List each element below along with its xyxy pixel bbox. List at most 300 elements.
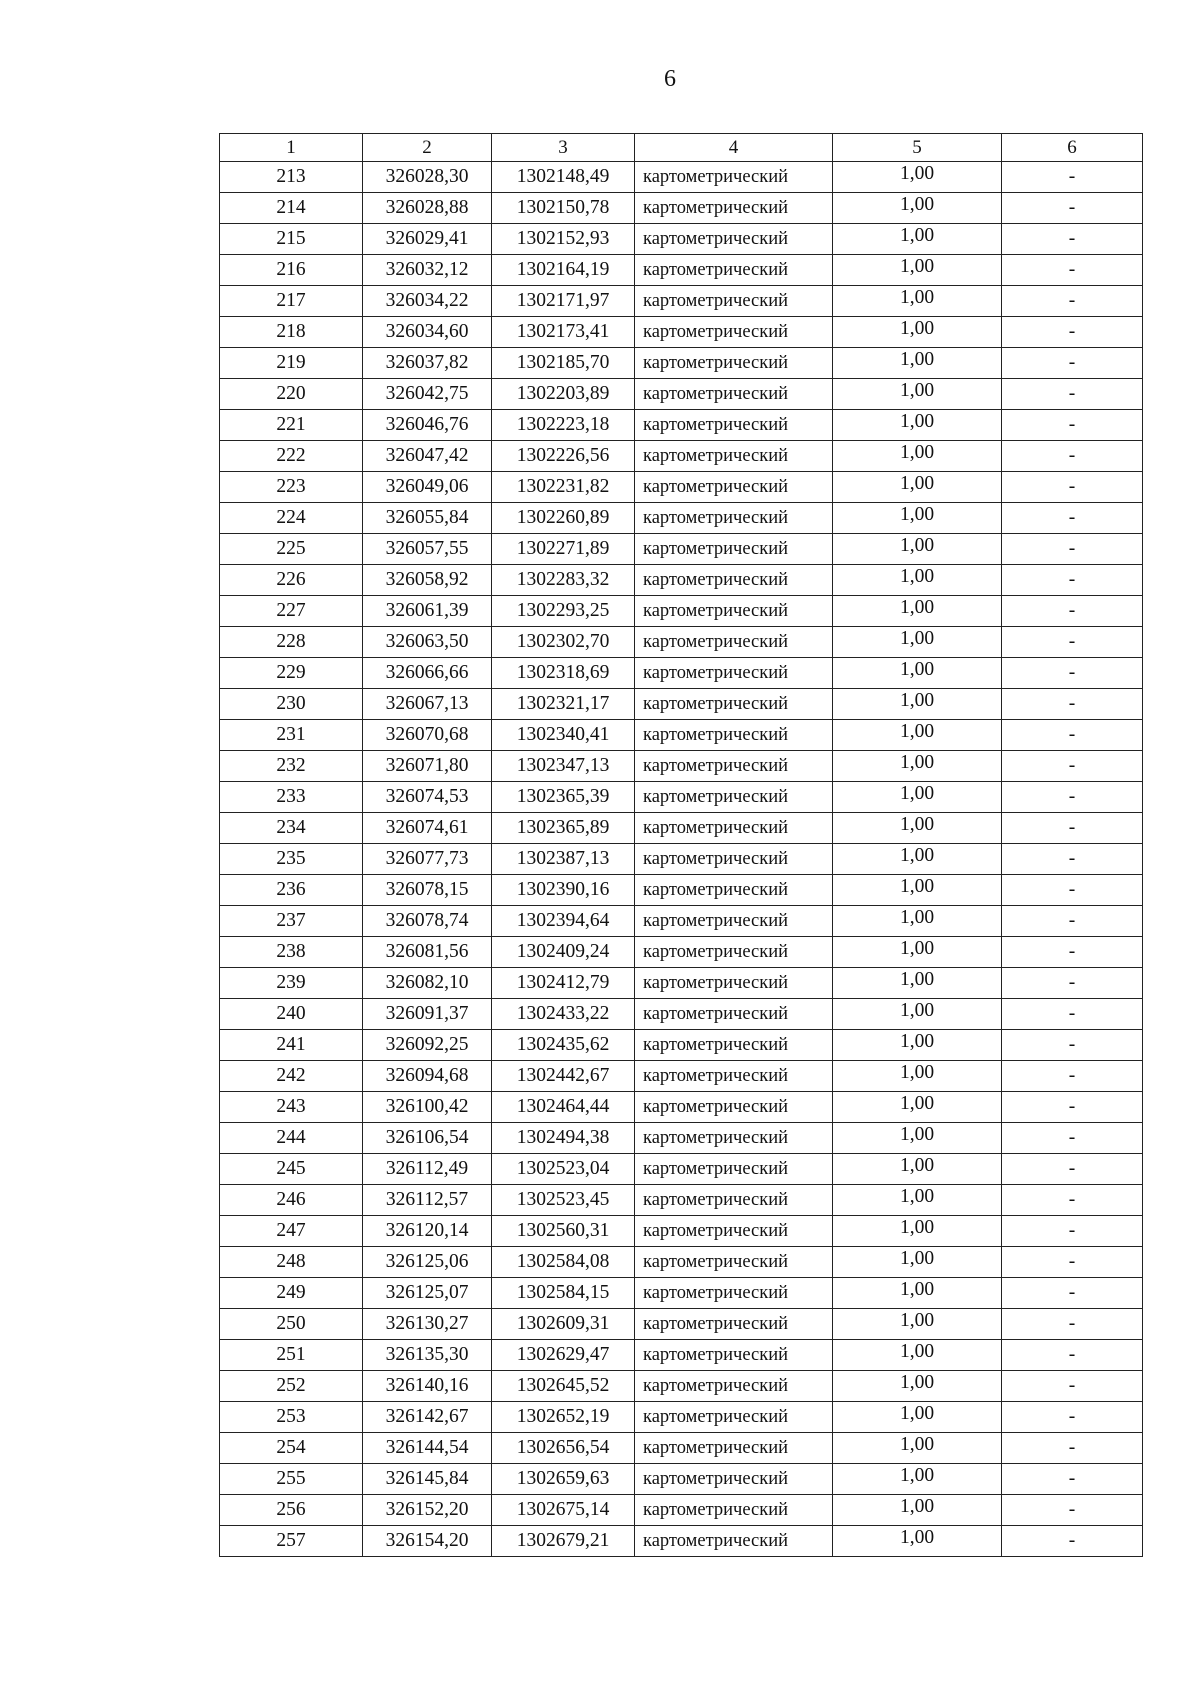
description-cell: - [1002, 1216, 1143, 1247]
description-cell: - [1002, 565, 1143, 596]
method-cell: картометрический [635, 472, 833, 503]
accuracy-cell: 1,00 [833, 1495, 1002, 1526]
accuracy-cell: 1,00 [833, 1123, 1002, 1154]
accuracy-cell: 1,00 [833, 379, 1002, 410]
accuracy-cell: 1,00 [833, 224, 1002, 255]
accuracy-cell: 1,00 [833, 1526, 1002, 1557]
table-row [220, 1247, 1143, 1278]
x-coordinate-cell: 326034,60 [363, 317, 492, 348]
method-cell: картометрический [635, 937, 833, 968]
accuracy-cell: 1,00 [833, 968, 1002, 999]
point-number-cell: 238 [220, 937, 363, 968]
table-row [220, 689, 1143, 720]
description-cell: - [1002, 1433, 1143, 1464]
page-number: 6 [664, 66, 676, 92]
table-row [220, 999, 1143, 1030]
method-cell: картометрический [635, 627, 833, 658]
accuracy-cell: 1,00 [833, 472, 1002, 503]
method-cell: картометрический [635, 1030, 833, 1061]
point-number-cell: 215 [220, 224, 363, 255]
table-row [220, 1216, 1143, 1247]
point-number-cell: 239 [220, 968, 363, 999]
point-number-cell: 248 [220, 1247, 363, 1278]
description-cell: - [1002, 627, 1143, 658]
description-cell: - [1002, 1123, 1143, 1154]
y-coordinate-cell: 1302629,47 [492, 1340, 635, 1371]
y-coordinate-cell: 1302433,22 [492, 999, 635, 1030]
x-coordinate-cell: 326057,55 [363, 534, 492, 565]
description-cell: - [1002, 441, 1143, 472]
method-cell: картометрический [635, 1526, 833, 1557]
method-cell: картометрический [635, 906, 833, 937]
method-cell: картометрический [635, 534, 833, 565]
x-coordinate-cell: 326071,80 [363, 751, 492, 782]
table-header [220, 134, 1143, 162]
header-cell-method: 4 [635, 134, 833, 162]
header-cell-y: 3 [492, 134, 635, 162]
accuracy-cell: 1,00 [833, 999, 1002, 1030]
y-coordinate-cell: 1302148,49 [492, 162, 635, 193]
table-row [220, 1433, 1143, 1464]
x-coordinate-cell: 326082,10 [363, 968, 492, 999]
method-cell: картометрический [635, 968, 833, 999]
x-coordinate-cell: 326055,84 [363, 503, 492, 534]
table-row [220, 224, 1143, 255]
x-coordinate-cell: 326125,07 [363, 1278, 492, 1309]
accuracy-cell: 1,00 [833, 1061, 1002, 1092]
method-cell: картометрический [635, 1309, 833, 1340]
x-coordinate-cell: 326029,41 [363, 224, 492, 255]
point-number-cell: 220 [220, 379, 363, 410]
x-coordinate-cell: 326028,88 [363, 193, 492, 224]
method-cell: картометрический [635, 1495, 833, 1526]
y-coordinate-cell: 1302675,14 [492, 1495, 635, 1526]
table-row [220, 968, 1143, 999]
method-cell: картометрический [635, 379, 833, 410]
accuracy-cell: 1,00 [833, 1216, 1002, 1247]
x-coordinate-cell: 326092,25 [363, 1030, 492, 1061]
y-coordinate-cell: 1302442,67 [492, 1061, 635, 1092]
method-cell: картометрический [635, 999, 833, 1030]
accuracy-cell: 1,00 [833, 534, 1002, 565]
x-coordinate-cell: 326078,15 [363, 875, 492, 906]
method-cell: картометрический [635, 1247, 833, 1278]
table-row [220, 1526, 1143, 1557]
method-cell: картометрический [635, 782, 833, 813]
point-number-cell: 237 [220, 906, 363, 937]
y-coordinate-cell: 1302584,08 [492, 1247, 635, 1278]
accuracy-cell: 1,00 [833, 1371, 1002, 1402]
accuracy-cell: 1,00 [833, 1340, 1002, 1371]
y-coordinate-cell: 1302226,56 [492, 441, 635, 472]
y-coordinate-cell: 1302283,32 [492, 565, 635, 596]
y-coordinate-cell: 1302302,70 [492, 627, 635, 658]
description-cell: - [1002, 999, 1143, 1030]
x-coordinate-cell: 326106,54 [363, 1123, 492, 1154]
point-number-cell: 244 [220, 1123, 363, 1154]
description-cell: - [1002, 906, 1143, 937]
table-row [220, 162, 1143, 193]
x-coordinate-cell: 326154,20 [363, 1526, 492, 1557]
method-cell: картометрический [635, 1092, 833, 1123]
point-number-cell: 219 [220, 348, 363, 379]
description-cell: - [1002, 1247, 1143, 1278]
description-cell: - [1002, 1092, 1143, 1123]
x-coordinate-cell: 326100,42 [363, 1092, 492, 1123]
method-cell: картометрический [635, 1061, 833, 1092]
method-cell: картометрический [635, 317, 833, 348]
y-coordinate-cell: 1302152,93 [492, 224, 635, 255]
point-number-cell: 253 [220, 1402, 363, 1433]
point-number-cell: 222 [220, 441, 363, 472]
description-cell: - [1002, 751, 1143, 782]
description-cell: - [1002, 1309, 1143, 1340]
point-number-cell: 214 [220, 193, 363, 224]
accuracy-cell: 1,00 [833, 1402, 1002, 1433]
point-number-cell: 225 [220, 534, 363, 565]
accuracy-cell: 1,00 [833, 255, 1002, 286]
method-cell: картометрический [635, 1340, 833, 1371]
x-coordinate-cell: 326070,68 [363, 720, 492, 751]
table-row [220, 1061, 1143, 1092]
x-coordinate-cell: 326112,49 [363, 1154, 492, 1185]
method-cell: картометрический [635, 813, 833, 844]
accuracy-cell: 1,00 [833, 1309, 1002, 1340]
x-coordinate-cell: 326032,12 [363, 255, 492, 286]
y-coordinate-cell: 1302523,45 [492, 1185, 635, 1216]
method-cell: картометрический [635, 1154, 833, 1185]
y-coordinate-cell: 1302173,41 [492, 317, 635, 348]
x-coordinate-cell: 326047,42 [363, 441, 492, 472]
accuracy-cell: 1,00 [833, 875, 1002, 906]
x-coordinate-cell: 326152,20 [363, 1495, 492, 1526]
accuracy-cell: 1,00 [833, 348, 1002, 379]
y-coordinate-cell: 1302150,78 [492, 193, 635, 224]
accuracy-cell: 1,00 [833, 441, 1002, 472]
y-coordinate-cell: 1302347,13 [492, 751, 635, 782]
accuracy-cell: 1,00 [833, 193, 1002, 224]
description-cell: - [1002, 720, 1143, 751]
table-row [220, 751, 1143, 782]
description-cell: - [1002, 472, 1143, 503]
accuracy-cell: 1,00 [833, 596, 1002, 627]
point-number-cell: 226 [220, 565, 363, 596]
y-coordinate-cell: 1302318,69 [492, 658, 635, 689]
description-cell: - [1002, 658, 1143, 689]
accuracy-cell: 1,00 [833, 937, 1002, 968]
description-cell: - [1002, 1061, 1143, 1092]
x-coordinate-cell: 326037,82 [363, 348, 492, 379]
point-number-cell: 252 [220, 1371, 363, 1402]
method-cell: картометрический [635, 596, 833, 627]
table-row [220, 1154, 1143, 1185]
table-row [220, 1123, 1143, 1154]
point-number-cell: 255 [220, 1464, 363, 1495]
accuracy-cell: 1,00 [833, 410, 1002, 441]
accuracy-cell: 1,00 [833, 658, 1002, 689]
description-cell: - [1002, 1526, 1143, 1557]
y-coordinate-cell: 1302321,17 [492, 689, 635, 720]
table-row [220, 658, 1143, 689]
point-number-cell: 223 [220, 472, 363, 503]
table-row [220, 565, 1143, 596]
accuracy-cell: 1,00 [833, 1185, 1002, 1216]
method-cell: картометрический [635, 224, 833, 255]
description-cell: - [1002, 875, 1143, 906]
accuracy-cell: 1,00 [833, 1464, 1002, 1495]
table-row [220, 1464, 1143, 1495]
x-coordinate-cell: 326078,74 [363, 906, 492, 937]
description-cell: - [1002, 1278, 1143, 1309]
point-number-cell: 227 [220, 596, 363, 627]
x-coordinate-cell: 326034,22 [363, 286, 492, 317]
x-coordinate-cell: 326144,54 [363, 1433, 492, 1464]
y-coordinate-cell: 1302365,89 [492, 813, 635, 844]
point-number-cell: 240 [220, 999, 363, 1030]
accuracy-cell: 1,00 [833, 689, 1002, 720]
x-coordinate-cell: 326145,84 [363, 1464, 492, 1495]
accuracy-cell: 1,00 [833, 1092, 1002, 1123]
method-cell: картометрический [635, 565, 833, 596]
header-cell-accuracy: 5 [833, 134, 1002, 162]
y-coordinate-cell: 1302387,13 [492, 844, 635, 875]
point-number-cell: 257 [220, 1526, 363, 1557]
x-coordinate-cell: 326091,37 [363, 999, 492, 1030]
description-cell: - [1002, 1402, 1143, 1433]
method-cell: картометрический [635, 720, 833, 751]
point-number-cell: 230 [220, 689, 363, 720]
header-cell-point-number: 1 [220, 134, 363, 162]
method-cell: картометрический [635, 441, 833, 472]
method-cell: картометрический [635, 1216, 833, 1247]
method-cell: картометрический [635, 503, 833, 534]
method-cell: картометрический [635, 162, 833, 193]
point-number-cell: 241 [220, 1030, 363, 1061]
description-cell: - [1002, 1185, 1143, 1216]
y-coordinate-cell: 1302652,19 [492, 1402, 635, 1433]
accuracy-cell: 1,00 [833, 844, 1002, 875]
table-row [220, 503, 1143, 534]
y-coordinate-cell: 1302223,18 [492, 410, 635, 441]
table-row [220, 1340, 1143, 1371]
point-number-cell: 245 [220, 1154, 363, 1185]
point-number-cell: 251 [220, 1340, 363, 1371]
x-coordinate-cell: 326120,14 [363, 1216, 492, 1247]
description-cell: - [1002, 937, 1143, 968]
x-coordinate-cell: 326074,53 [363, 782, 492, 813]
header-cell-description: 6 [1002, 134, 1143, 162]
header-row [220, 134, 1143, 162]
point-number-cell: 236 [220, 875, 363, 906]
table-row [220, 1371, 1143, 1402]
accuracy-cell: 1,00 [833, 162, 1002, 193]
method-cell: картометрический [635, 658, 833, 689]
x-coordinate-cell: 326074,61 [363, 813, 492, 844]
method-cell: картометрический [635, 844, 833, 875]
table-row [220, 534, 1143, 565]
description-cell: - [1002, 1340, 1143, 1371]
method-cell: картометрический [635, 1402, 833, 1433]
accuracy-cell: 1,00 [833, 627, 1002, 658]
y-coordinate-cell: 1302394,64 [492, 906, 635, 937]
description-cell: - [1002, 503, 1143, 534]
y-coordinate-cell: 1302609,31 [492, 1309, 635, 1340]
point-number-cell: 243 [220, 1092, 363, 1123]
method-cell: картометрический [635, 875, 833, 906]
table-row [220, 286, 1143, 317]
point-number-cell: 232 [220, 751, 363, 782]
x-coordinate-cell: 326028,30 [363, 162, 492, 193]
table-row [220, 627, 1143, 658]
x-coordinate-cell: 326063,50 [363, 627, 492, 658]
table-row [220, 1092, 1143, 1123]
y-coordinate-cell: 1302435,62 [492, 1030, 635, 1061]
y-coordinate-cell: 1302494,38 [492, 1123, 635, 1154]
table-row [220, 906, 1143, 937]
x-coordinate-cell: 326081,56 [363, 937, 492, 968]
description-cell: - [1002, 844, 1143, 875]
x-coordinate-cell: 326067,13 [363, 689, 492, 720]
description-cell: - [1002, 348, 1143, 379]
description-cell: - [1002, 410, 1143, 441]
point-number-cell: 217 [220, 286, 363, 317]
y-coordinate-cell: 1302164,19 [492, 255, 635, 286]
method-cell: картометрический [635, 689, 833, 720]
y-coordinate-cell: 1302390,16 [492, 875, 635, 906]
description-cell: - [1002, 534, 1143, 565]
description-cell: - [1002, 968, 1143, 999]
point-number-cell: 233 [220, 782, 363, 813]
x-coordinate-cell: 326112,57 [363, 1185, 492, 1216]
description-cell: - [1002, 193, 1143, 224]
x-coordinate-cell: 326066,66 [363, 658, 492, 689]
point-number-cell: 242 [220, 1061, 363, 1092]
y-coordinate-cell: 1302409,24 [492, 937, 635, 968]
x-coordinate-cell: 326094,68 [363, 1061, 492, 1092]
method-cell: картометрический [635, 348, 833, 379]
point-number-cell: 250 [220, 1309, 363, 1340]
y-coordinate-cell: 1302271,89 [492, 534, 635, 565]
method-cell: картометрический [635, 1278, 833, 1309]
accuracy-cell: 1,00 [833, 906, 1002, 937]
point-number-cell: 234 [220, 813, 363, 844]
table-row [220, 348, 1143, 379]
x-coordinate-cell: 326125,06 [363, 1247, 492, 1278]
x-coordinate-cell: 326058,92 [363, 565, 492, 596]
table-row [220, 937, 1143, 968]
point-number-cell: 247 [220, 1216, 363, 1247]
table-row [220, 193, 1143, 224]
description-cell: - [1002, 379, 1143, 410]
description-cell: - [1002, 224, 1143, 255]
y-coordinate-cell: 1302464,44 [492, 1092, 635, 1123]
accuracy-cell: 1,00 [833, 1154, 1002, 1185]
table-row [220, 1030, 1143, 1061]
x-coordinate-cell: 326135,30 [363, 1340, 492, 1371]
point-number-cell: 213 [220, 162, 363, 193]
y-coordinate-cell: 1302171,97 [492, 286, 635, 317]
table-row [220, 472, 1143, 503]
method-cell: картометрический [635, 1185, 833, 1216]
y-coordinate-cell: 1302584,15 [492, 1278, 635, 1309]
description-cell: - [1002, 286, 1143, 317]
accuracy-cell: 1,00 [833, 751, 1002, 782]
table-row [220, 1402, 1143, 1433]
table-row [220, 1495, 1143, 1526]
accuracy-cell: 1,00 [833, 1433, 1002, 1464]
y-coordinate-cell: 1302260,89 [492, 503, 635, 534]
point-number-cell: 231 [220, 720, 363, 751]
accuracy-cell: 1,00 [833, 565, 1002, 596]
description-cell: - [1002, 1464, 1143, 1495]
method-cell: картометрический [635, 1371, 833, 1402]
y-coordinate-cell: 1302365,39 [492, 782, 635, 813]
table-row [220, 410, 1143, 441]
table-row [220, 875, 1143, 906]
accuracy-cell: 1,00 [833, 317, 1002, 348]
accuracy-cell: 1,00 [833, 782, 1002, 813]
accuracy-cell: 1,00 [833, 286, 1002, 317]
accuracy-cell: 1,00 [833, 1278, 1002, 1309]
y-coordinate-cell: 1302340,41 [492, 720, 635, 751]
method-cell: картометрический [635, 1464, 833, 1495]
x-coordinate-cell: 326077,73 [363, 844, 492, 875]
accuracy-cell: 1,00 [833, 1247, 1002, 1278]
accuracy-cell: 1,00 [833, 720, 1002, 751]
table-row [220, 1185, 1143, 1216]
point-number-cell: 246 [220, 1185, 363, 1216]
description-cell: - [1002, 596, 1143, 627]
point-number-cell: 229 [220, 658, 363, 689]
y-coordinate-cell: 1302560,31 [492, 1216, 635, 1247]
header-cell-x: 2 [363, 134, 492, 162]
table-row [220, 720, 1143, 751]
point-number-cell: 218 [220, 317, 363, 348]
description-cell: - [1002, 1371, 1143, 1402]
description-cell: - [1002, 1495, 1143, 1526]
x-coordinate-cell: 326130,27 [363, 1309, 492, 1340]
point-number-cell: 221 [220, 410, 363, 441]
x-coordinate-cell: 326140,16 [363, 1371, 492, 1402]
description-cell: - [1002, 162, 1143, 193]
table-row [220, 596, 1143, 627]
method-cell: картометрический [635, 193, 833, 224]
method-cell: картометрический [635, 255, 833, 286]
table-row [220, 844, 1143, 875]
y-coordinate-cell: 1302645,52 [492, 1371, 635, 1402]
table-row [220, 379, 1143, 410]
method-cell: картометрический [635, 1123, 833, 1154]
table-row [220, 1278, 1143, 1309]
y-coordinate-cell: 1302293,25 [492, 596, 635, 627]
table-row [220, 317, 1143, 348]
method-cell: картометрический [635, 1433, 833, 1464]
description-cell: - [1002, 1154, 1143, 1185]
method-cell: картометрический [635, 751, 833, 782]
description-cell: - [1002, 1030, 1143, 1061]
accuracy-cell: 1,00 [833, 813, 1002, 844]
table-row [220, 1309, 1143, 1340]
y-coordinate-cell: 1302231,82 [492, 472, 635, 503]
point-number-cell: 216 [220, 255, 363, 286]
description-cell: - [1002, 689, 1143, 720]
coordinates-table [219, 133, 1143, 1557]
point-number-cell: 224 [220, 503, 363, 534]
point-number-cell: 254 [220, 1433, 363, 1464]
table-row [220, 441, 1143, 472]
y-coordinate-cell: 1302203,89 [492, 379, 635, 410]
method-cell: картометрический [635, 286, 833, 317]
